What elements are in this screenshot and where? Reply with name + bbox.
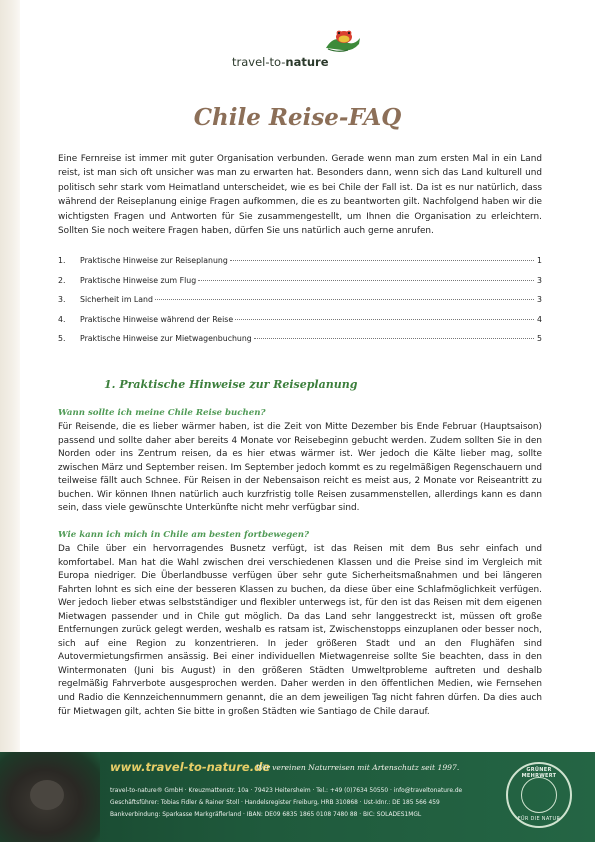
toc-number: 3. — [58, 295, 66, 304]
toc-entry[interactable] — [58, 295, 542, 315]
toc-title: Praktische Hinweise zur Reiseplanung — [80, 256, 228, 265]
green-value-badge — [506, 762, 572, 828]
brand-logo[interactable] — [232, 28, 362, 72]
toc-leader — [235, 319, 534, 320]
toc-leader — [254, 338, 534, 339]
footer-company-line: Geschäftsführer: Tobias Fidler & Rainer Stoll · Handelsregister Freiburg, HRB 310868 · Ust-Idnr.: DE 185 566 459 — [110, 800, 440, 806]
toc-entry[interactable] — [58, 256, 542, 276]
toc-page: 3 — [537, 275, 542, 285]
footer-bank-line: Bankverbindung: Sparkasse Markgräflerland · IBAN: DE09 6835 1865 0108 7480 88 · BIC: SOLADES1MGL — [110, 812, 422, 818]
footer-slogan: Wir vereinen Naturreisen mit Artenschutz seit 1997. — [256, 763, 460, 772]
toc-title: Praktische Hinweise während der Reise — [80, 314, 234, 324]
toc-title: Praktische Hinweise zum Flug — [80, 275, 197, 285]
toc-page: 1 — [537, 256, 542, 265]
faq-question: Wie kann ich mich in Chile am besten fortbewegen? — [58, 530, 310, 540]
section-heading: 1. Praktische Hinweise zur Reiseplanung — [104, 378, 358, 391]
gorilla-photo — [0, 752, 100, 842]
footer-website-link[interactable]: www.travel-to-nature.de — [110, 760, 271, 774]
toc-page: 3 — [537, 295, 542, 304]
intro-paragraph: Eine Fernreise ist immer mit guter Organisation verbunden. Gerade wenn man zum ersten Mal in ein Land reist, ist man sich oft unsicher was man zu erwarten hat. Besonders dann, wenn sich das Land kulturell und politisch sehr stark vom Heimatland unterscheidet, wie es bei Chile der Fall ist. Da ist es nur natürlich, dass während der Reiseplanung einige Fragen aufkommen, die es zu beantworten gilt. Nachfolgend haben wir die wichtigsten Fragen und Antworten für Sie zusammengestellt, um Ihnen die Organisation zu erleichtern. Sollten Sie noch weitere Fragen haben, dürfen Sie uns natürlich auch gerne anrufen. — [58, 154, 542, 237]
toc-number: 5. — [58, 334, 66, 343]
toc-title: Sicherheit im Land — [80, 295, 153, 304]
footer-contact-line: travel-to-nature® GmbH · Kreuzmattenstr. 10a · 79423 Heitersheim · Tel.: +49 (0)7634 50550 · info@traveltonature.de — [110, 788, 463, 794]
faq-answer: Da Chile über ein hervorragendes Busnetz verfügt, ist das Reisen mit dem Bus sehr einfach und komfortabel. Man hat die Wahl zwischen drei verschiedenen Klassen und die Preise sind im Vergleich mit Europa niedriger. Die Überlandbusse verfügen über sehr gute Sicherheitsmaßnahmen und bei längeren Fahrten lohnt es sich eine der besseren Klassen zu buchen, da diese über eine Schlafmöglichkeit verfügen. Wer jedoch lieber etwas selbstständiger und flexibler unterwegs ist, für den ist das Reisen mit dem eigenen Mietwagen passender und in Chile gut möglich. Da das Land sehr langgestreckt ist, müssen oft große Entfernungen zurück gelegt werden, weshalb es ratsam ist, Zwischenstopps einzuplanen oder besser noch, sich auf eine Region zu konzentrieren. In jeder größeren Stadt und an den Flughäfen sind Autovermietungsfirmen ansässig. Bei einer individuellen Mietwagenreise sollte Sie beachten, dass in den Wintermonaten (Juni bis August) in den größeren Städten Umweltprobleme auftreten und deshalb regelmäßig Fahrverbote ausgesprochen werden. Daher werden in den öffentlichen Medien, wie Fernsehen und Radio die Kennzeichennummern genannt, die an dem jeweiligen Tag nicht fahren dürfen. Da dies auch für Mietwagen gilt, achten Sie bitte in großen Städten wie Santiago de Chile darauf. — [58, 544, 542, 717]
page-title: Chile Reise-FAQ — [193, 104, 402, 131]
gorilla-face-shape — [30, 780, 64, 810]
logo-wordmark: travel-to-nature — [232, 55, 329, 69]
toc-leader — [155, 299, 534, 300]
page-footer — [0, 752, 595, 842]
frog-icon — [324, 28, 362, 56]
toc-title: Praktische Hinweise zur Mietwagenbuchung — [80, 334, 252, 343]
toc-number: 4. — [58, 314, 66, 324]
badge-text-top: GRÜNER MEHRWERT — [521, 767, 557, 779]
heart-leaf-icon — [521, 777, 557, 813]
toc-leader — [198, 280, 534, 281]
toc-number: 1. — [58, 256, 66, 265]
table-of-contents — [58, 256, 542, 354]
faq-answer: Für Reisende, die es lieber wärmer haben, ist die Zeit von Mitte Dezember bis Ende Februar (Hauptsaison) passend und sollte daher aber bereits 4 Monate vor Reisebeginn gebucht werden. Zudem sollten Sie in den Norden oder ins Zentrum reisen, da es hier etwas wärmer ist. Wer jedoch die Kälte lieber mag, sollte zwischen März und September reisen. Im September jedoch kommt es zu regelmäßigen Regenschauern und teilweise fällt auch Schnee. Für Reisen in der Nebensaison reicht es meist aus, 2 Monate vor Reiseantritt zu buchen. Wir können Ihnen natürlich auch kurzfristig tolle Reisen zusammenstellen, allerdings kann es dann sein, dass viele gewünschte Unterkünfte nicht mehr verfügbar sind. — [58, 422, 542, 514]
toc-page: 5 — [537, 334, 542, 343]
toc-entry[interactable] — [58, 315, 542, 335]
toc-number: 2. — [58, 275, 66, 285]
toc-entry[interactable] — [58, 334, 542, 354]
toc-entry[interactable] — [58, 276, 542, 296]
faq-question: Wann sollte ich meine Chile Reise buchen? — [58, 408, 266, 418]
toc-leader — [230, 260, 534, 261]
badge-text-bottom: FÜR DIE NATUR — [517, 816, 561, 822]
toc-page: 4 — [537, 314, 542, 324]
